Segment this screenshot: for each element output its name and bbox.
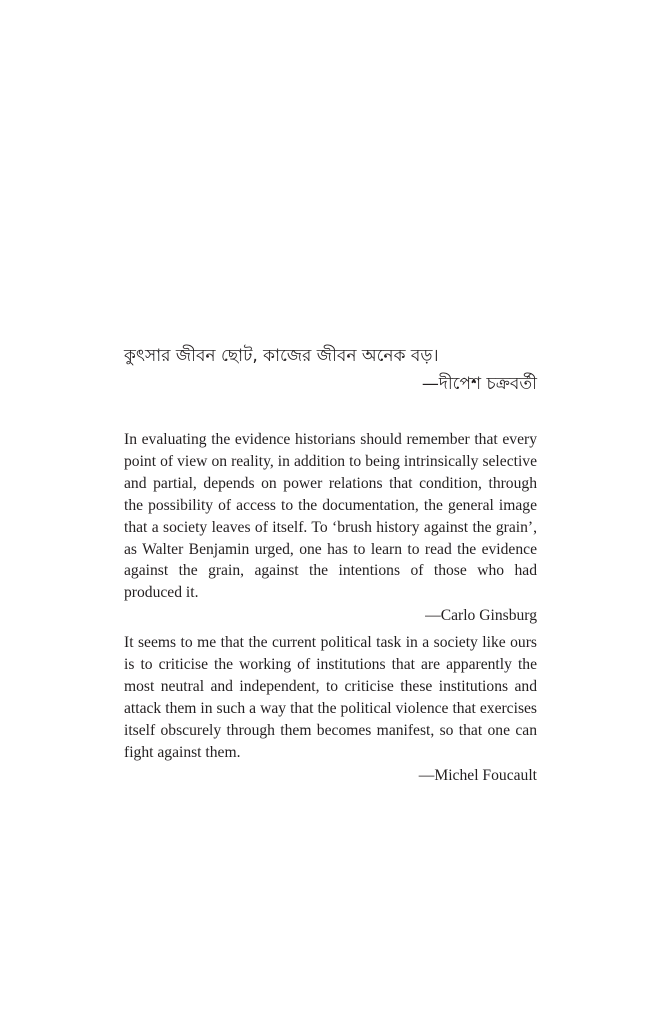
ginsburg-quote-text: In evaluating the evidence historians should remember that every point of view on reality, in addition to being intrinsically selective and partial, depends on power relations that condition, through the possibility of access to the documentation, the general image that a society leaves of itself. To ‘brush history against the grain’, as Walter Benjamin urged, one has to learn to read the evidence against the grain, against the intentions of those who had produced it. <box>124 431 537 602</box>
foucault-quote-attribution: —Michel Foucault <box>418 767 537 784</box>
bengali-epigraph-text: কুৎসার জীবন ছোট, কাজের জীবন অনেক বড়। <box>124 346 439 366</box>
ginsburg-quote-attribution: —Carlo Ginsburg <box>425 607 537 624</box>
bengali-epigraph-attribution: —দীপেশ চক্রবর্তী <box>421 374 537 394</box>
foucault-quote-text: It seems to me that the current political task in a society like ours is to criticise the working of institutions that are apparently the most neutral and independent, to criticise these institutions and attack them in such a way that the political violence that exercises itself obscurely through them becomes manifest, so that one can fight against them. <box>124 634 537 761</box>
